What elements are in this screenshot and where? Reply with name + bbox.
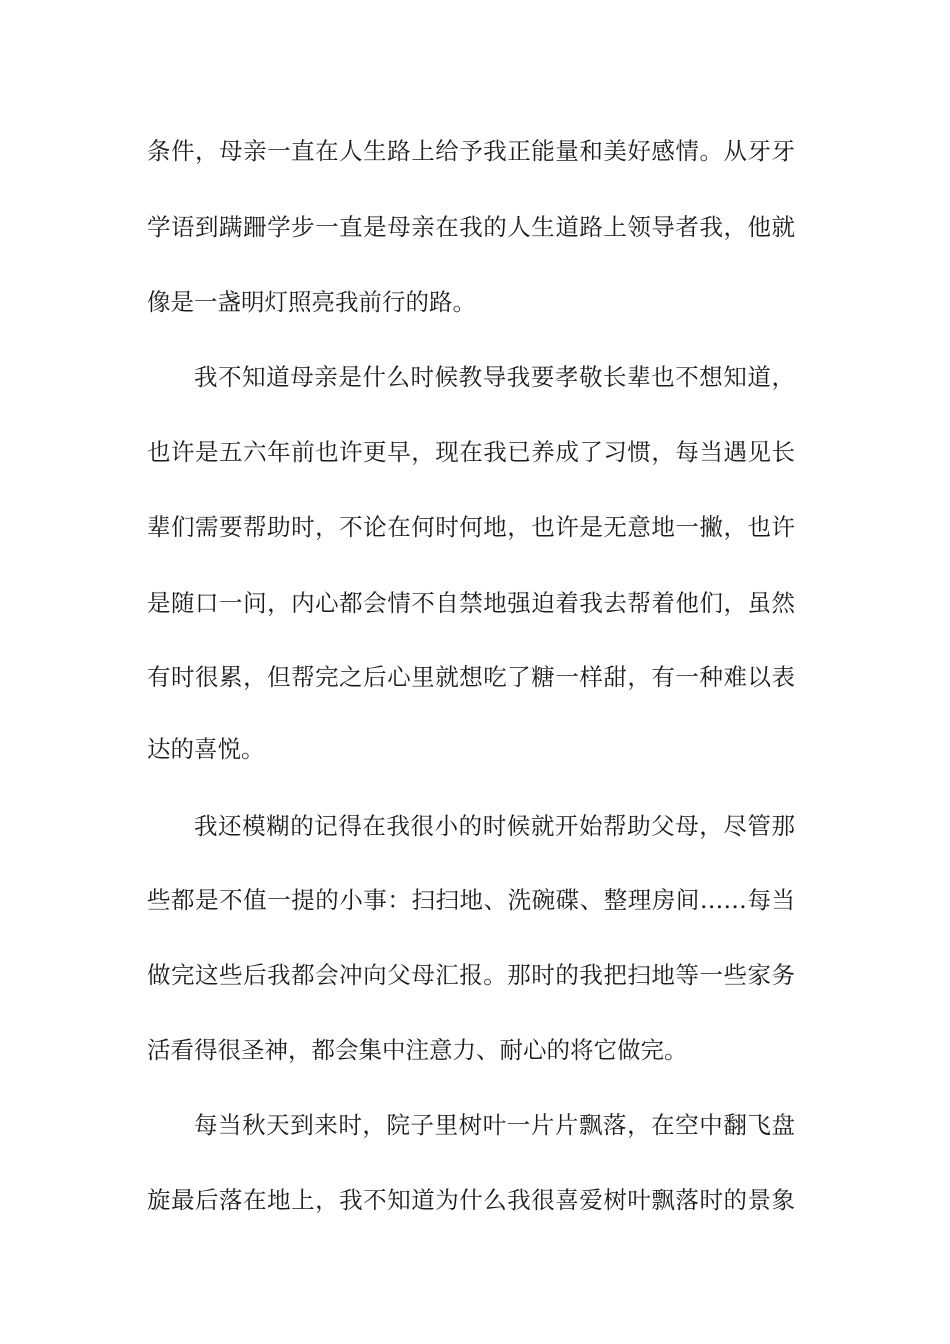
text-line: 有时很累，但帮完之后心里就想吃了糖一样甜，有一种难以表 [147,663,795,691]
text-line: 像是一盏明灯照亮我前行的路。 [147,288,476,316]
text-line: 是随口一问，内心都会情不自禁地强迫着我去帮着他们，虽然 [147,589,795,617]
text-line: 每当秋天到来时，院子里树叶一片片飘落，在空中翻飞盘 [194,1111,795,1139]
text-line: 些都是不值一提的小事：扫扫地、洗碗碟、整理房间……每当 [147,886,795,914]
text-line: 条件，母亲一直在人生路上给予我正能量和美好感情。从牙牙 [147,137,795,165]
text-line: 我还模糊的记得在我很小的时候就开始帮助父母，尽管那 [194,812,795,840]
text-line: 也许是五六年前也许更早，现在我已养成了习惯，每当遇见长 [147,438,795,466]
text-line: 学语到蹒跚学步一直是母亲在我的人生道路上领导者我，他就 [147,213,795,241]
text-line: 旋最后落在地上，我不知道为什么我很喜爱树叶飘落时的景象 [147,1186,795,1214]
text-line: 辈们需要帮助时，不论在何时何地，也许是无意地一撇，也许 [147,513,795,541]
text-line: 我不知道母亲是什么时候教导我要孝敬长辈也不想知道， [194,363,795,391]
text-line: 做完这些后我都会冲向父母汇报。那时的我把扫地等一些家务 [147,961,795,989]
text-line: 活看得很圣神，都会集中注意力、耐心的将它做完。 [147,1036,688,1064]
text-line: 达的喜悦。 [147,735,265,763]
